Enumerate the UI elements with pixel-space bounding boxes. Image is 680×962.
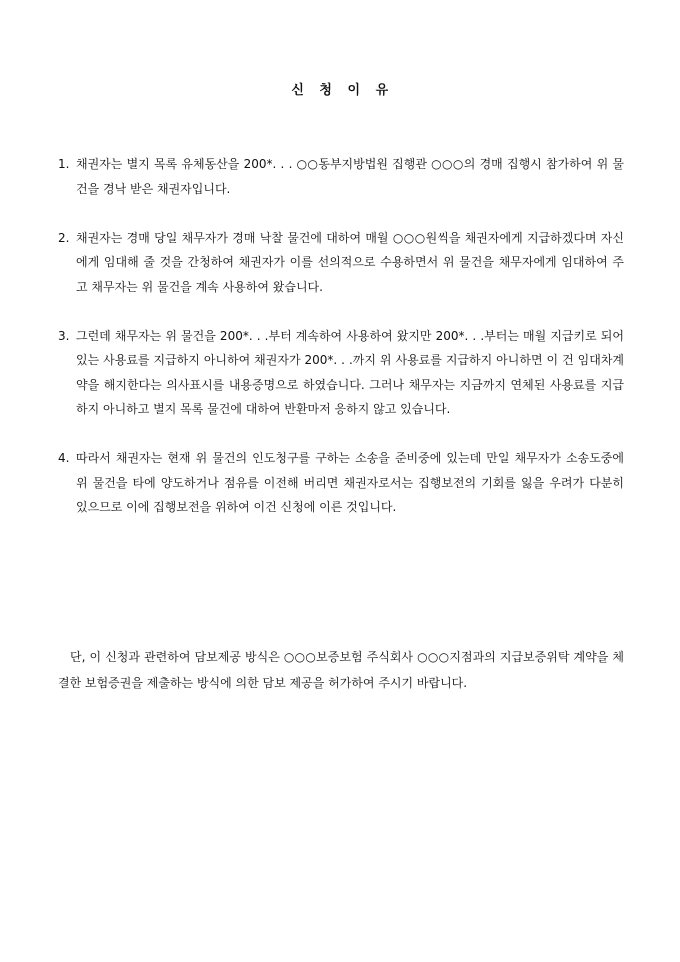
item-text: 채권자는 경매 당일 채무자가 경매 낙찰 물건에 대하여 매월 ○○○원씩을 채권자에게 지급하겠다며 자신에게 임대해 줄 것을 간청하여 채권자가 이를 선의적으로 수용하면서 위 물건을 채무자에게 임대하여 주고 채무자는 위 물건을 계속 사용하여 왔습니다. xyxy=(76,230,624,294)
item-number: 2. xyxy=(58,230,70,245)
item-text: 채권자는 별지 목록 유체동산을 200*. . . ○○동부지방법원 집행관 ○○○의 경매 집행시 참가하여 위 물건을 경낙 받은 채권자입니다. xyxy=(76,157,624,196)
item-text: 그런데 채무자는 위 물건을 200*. . .부터 계속하여 사용하여 왔지만 200*. . .부터는 매월 지급키로 되어 있는 사용료를 지급하지 아니하여 채권자가 200*. . .까지 위 사용료를 지급하지 아니하면 이 건 임대차계약을 해지한다는 의사표시를 내용증명으로 하였습니다. 그러나 채무자는 지금까지 연체된 사용료를 지급하지 아니하고 별지 목록 물건에 대하여 반환마저 응하지 않고 있습니다. xyxy=(76,328,624,416)
item-number: 3. xyxy=(58,328,70,343)
item-text: 따라서 채권자는 현재 위 물건의 인도청구를 구하는 소송을 준비중에 있는데 만일 채무자가 소송도중에 위 물건을 타에 양도하거나 점유를 이전해 버리면 채권자로서는 집행보전의 기회를 잃을 우려가 다분히 있으므로 이에 집행보전을 위하여 이건 신청에 이른 것입니다. xyxy=(76,451,624,514)
document-title: 신 청 이 유 xyxy=(291,83,389,98)
reason-item-4 xyxy=(58,446,624,520)
reason-item-1 xyxy=(58,152,624,201)
item-number: 1. xyxy=(58,157,70,171)
reason-list xyxy=(58,152,624,520)
item-number: 4. xyxy=(58,451,70,465)
reason-item-2 xyxy=(58,226,624,300)
collateral-note: 단, 이 신청과 관련하여 담보제공 방식은 ○○○보증보험 주식회사 ○○○지점과의 지급보증위탁 계약을 체결한 보험증권을 제출하는 방식에 의한 담보 제공을 허가하여 주시기 바랍니다. xyxy=(58,650,624,690)
reason-item-3 xyxy=(58,324,624,422)
